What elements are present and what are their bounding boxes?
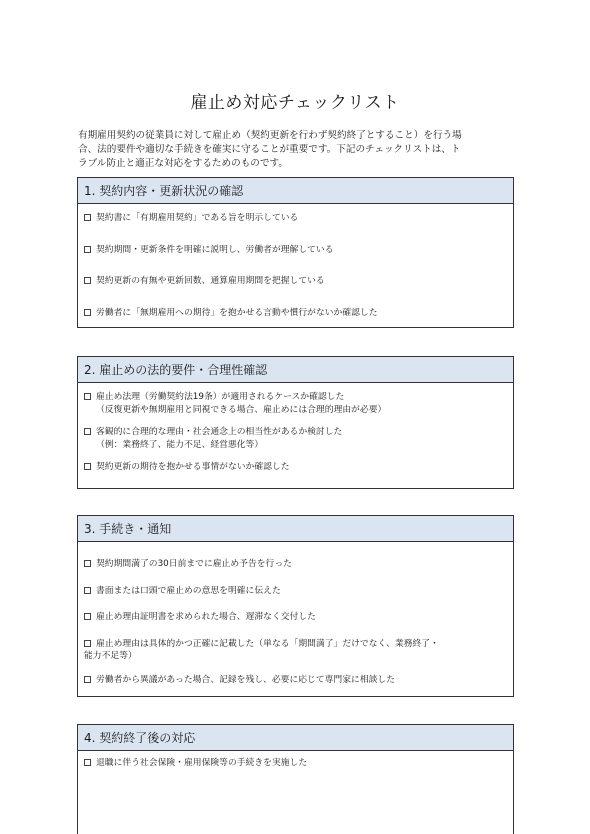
checkbox[interactable] (84, 640, 91, 647)
checklist-item[interactable] (84, 307, 513, 320)
item-text: 「有期雇用契約」である旨を明示している (131, 213, 299, 223)
item-text: 書面または口頭で雇止めの意思を明確に伝えた (96, 585, 281, 596)
checklist-item[interactable] (84, 391, 513, 416)
item-text: 労働者から異議があった場合、記録を残し、必要に応じて専門家に相談した (96, 674, 396, 685)
checkbox[interactable] (84, 428, 91, 435)
intro-paragraph (78, 129, 518, 171)
checkbox[interactable] (84, 676, 91, 683)
item-text: 契約期間・更新条件を明確に説明し、労働者が理解している (96, 244, 334, 255)
item-prefix: 契約書に (96, 213, 132, 223)
checklist-item[interactable] (84, 558, 513, 571)
item-text-continued: （例：業務終了、能力不足、経営悪化等） (96, 439, 264, 450)
checklist-item[interactable] (84, 426, 513, 451)
item-text: 契約期間満了の30日前までに雇止め予告を行った (96, 559, 292, 569)
checkbox[interactable] (84, 759, 91, 766)
item-text-continued: 能力不足等） (84, 651, 137, 661)
section-heading: 2. 雇止めの法的要件・合理性確認 (78, 357, 513, 383)
checkbox[interactable] (84, 613, 91, 620)
section-heading: 1. 契約内容・更新状況の確認 (78, 178, 513, 204)
item-text: 客観的に合理的な理由・社会通念上の相当性があるか検討した (96, 427, 343, 437)
section-legal-requirements (77, 356, 514, 489)
section-contract-status (77, 177, 514, 328)
checkbox[interactable] (84, 587, 91, 594)
page-title: 雇止め対応チェックリスト (190, 93, 400, 113)
checkbox[interactable] (84, 393, 91, 400)
checkbox[interactable] (84, 277, 91, 284)
section-after-termination (77, 724, 514, 834)
section-procedures (77, 515, 514, 697)
checklist-item[interactable] (84, 638, 513, 663)
checklist-item[interactable] (84, 212, 513, 225)
item-text: 契約更新の期待を抱かせる事情がないか確認した (96, 462, 290, 472)
section-heading: 4. 契約終了後の対応 (78, 725, 513, 751)
checkbox[interactable] (84, 214, 91, 221)
checkbox[interactable] (84, 463, 91, 470)
checkbox[interactable] (84, 560, 91, 567)
checklist-item[interactable] (84, 244, 513, 257)
intro-line: 有期雇用契約の従業員に対して雇止め（契約更新を行わず契約終了とすること）を行う場 (78, 130, 462, 141)
intro-line: ラブル防止と適正な対応をするためのものです。 (78, 158, 288, 169)
checklist-item[interactable] (84, 461, 513, 474)
item-text: 契約更新の有無や更新回数、通算雇用期間を把握している (96, 276, 325, 286)
checkbox[interactable] (84, 246, 91, 253)
item-text-continued: （反復更新や無期雇用と同視できる場合、雇止めには合理的理由が必要） (96, 404, 387, 415)
checklist-item[interactable] (84, 674, 513, 687)
item-text: 雇止め理由証明書を求められた場合、遅滞なく交付した (96, 612, 316, 622)
intro-line: 合、法的要件や適切な手続きを確実に守ることが重要です。下記のチェックリストは、ト (78, 144, 461, 155)
item-text: 退職に伴う社会保険・雇用保険等の手続きを実施した (96, 758, 308, 768)
item-text: 雇止め理由は具体的かつ正確に記載した（単なる「期間満了」だけでなく、業務終了・ (96, 638, 439, 649)
checkbox[interactable] (84, 309, 91, 316)
item-text: 雇止め法理（労働契約法19条）が適用されるケースか確認した (96, 392, 345, 402)
checklist-item[interactable] (84, 611, 513, 624)
checklist-item[interactable] (84, 585, 513, 598)
checklist-item[interactable] (84, 275, 513, 288)
section-heading: 3. 手続き・通知 (78, 516, 513, 542)
checklist-item[interactable] (84, 757, 513, 770)
item-text: 労働者に「無期雇用への期待」を抱かせる言動や慣行がないか確認した (96, 307, 378, 318)
